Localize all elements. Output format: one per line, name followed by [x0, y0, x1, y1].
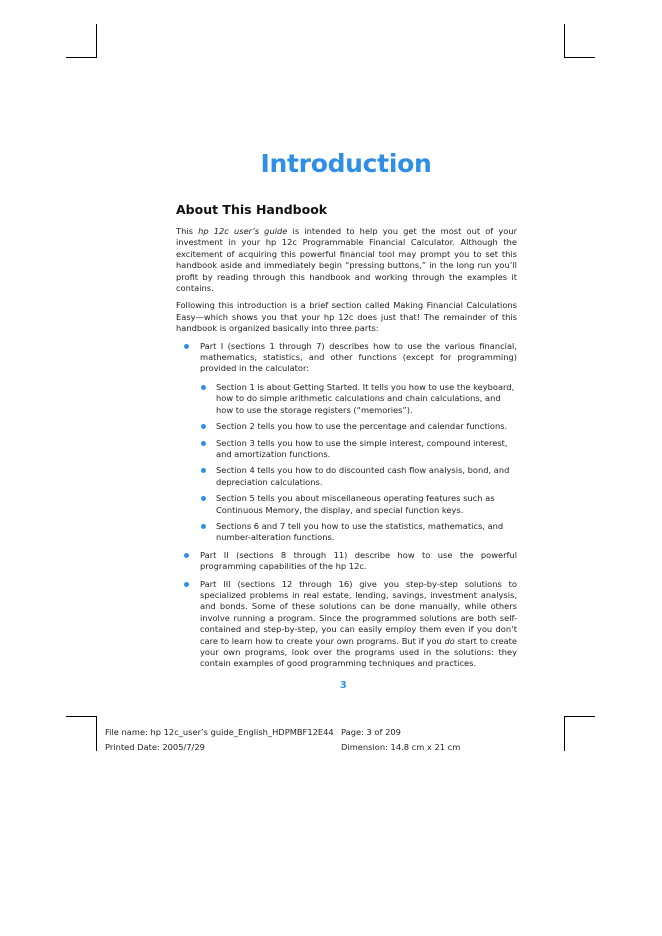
part-1-text: Part I (sections 1 through 7) describes how to use the various financial, mathematics, statistics, and other functions (except for programming) provided in the calculator:: [200, 340, 517, 374]
list-item-section-1: [200, 382, 517, 416]
crop-mark-bottom-left-horizontal: [66, 716, 97, 717]
part-3-text-end: start to create your own programs, look over the programs used in the solutions: they contain examples of good programming techniques and practices.: [200, 635, 517, 669]
crop-mark-bottom-right-vertical: [564, 716, 565, 751]
list-item-section-5: [200, 493, 517, 516]
part-2-text: Part II (sections 8 through 11) describe how to use the powerful programming capabilities of the hp 12c.: [200, 549, 517, 572]
crop-mark-top-right-horizontal: [564, 57, 595, 58]
crop-mark-top-right-vertical: [564, 24, 565, 57]
list-item-section-3: [200, 438, 517, 461]
page-title: Introduction: [260, 149, 432, 178]
footer-page: Page: 3 of 209: [341, 727, 401, 737]
parts-list: [176, 341, 517, 670]
bullet-icon: [201, 524, 206, 529]
body-content: [176, 226, 517, 676]
bullet-icon: [201, 496, 206, 501]
footer-dimension: Dimension: 14.8 cm x 21 cm: [341, 742, 461, 752]
part-1-sections-list: [200, 382, 517, 544]
list-item-part-3: [176, 579, 517, 670]
section-4-text: Section 4 tells you how to do discounted cash flow analysis, bond, and depreciation calculations.: [216, 465, 510, 487]
intro-text-start: This: [176, 226, 199, 236]
section-1-text: Section 1 is about Getting Started. It tells you how to use the keyboard, how to do simple arithmetic calculations and chain calculations, and how to use the storage registers (“memories”).: [216, 381, 515, 415]
list-item-part-2: [176, 550, 517, 573]
section-3-text: Section 3 tells you how to use the simple interest, compound interest, and amortization functions.: [216, 437, 508, 459]
bullet-icon: [184, 344, 189, 349]
page-number: 3: [340, 680, 347, 691]
crop-mark-top-left-horizontal: [66, 57, 97, 58]
part-3-italic-word: do: [444, 635, 455, 646]
bullet-icon: [201, 424, 206, 429]
crop-mark-bottom-left-vertical: [96, 716, 97, 751]
section-2-text: Section 2 tells you how to use the percentage and calendar functions.: [216, 421, 508, 432]
list-item-part-1: [176, 341, 517, 544]
footer-file-name: File name: hp 12c_user’s guide_English_HDPMBF12E44: [105, 727, 334, 737]
bullet-icon: [201, 441, 206, 446]
bullet-icon: [184, 582, 189, 587]
intro-text-end: is intended to help you get the most out of your investment in your hp 12c Programmable Financial Calculator. Although the excitement of acquiring this powerful financial tool may prompt you to set this handbook aside and immediately begin “pressing buttons,” in the long run you’ll profit by reading through this handbook and working through the examples it contains.: [176, 226, 517, 294]
section-6-7-text: Sections 6 and 7 tell you how to use the statistics, mathematics, and number-alteration functions.: [216, 520, 504, 543]
list-item-section-4: [200, 465, 517, 488]
bullet-icon: [201, 385, 206, 390]
part-3-text-start: Part III (sections 12 through 16) give you step-by-step solutions to specialized problems in real estate, lending, savings, investment analysis, and bonds. Some of these solutions can be done manually, while others involve running a program. Since the programmed solutions are both self-contained and step-by-step, you can easily employ them even if you don’t care to learn how to create your own programs. But if you: [200, 578, 517, 646]
footer-printed-date: Printed Date: 2005/7/29: [105, 742, 205, 752]
list-item-section-6-7: [200, 521, 517, 544]
list-item-section-2: [200, 421, 517, 432]
crop-mark-bottom-right-horizontal: [564, 716, 595, 717]
section-5-text: Section 5 tells you about miscellaneous operating features such as Continuous Memory, the display, and special function keys.: [216, 493, 495, 515]
bullet-icon: [184, 553, 189, 558]
bullet-icon: [201, 468, 206, 473]
overview-paragraph: Following this introduction is a brief section called Making Financial Calculations Easy—which shows you that your hp 12c does just that! The remainder of this handbook is organized basically into three parts:: [176, 300, 517, 334]
section-heading: About This Handbook: [176, 202, 328, 217]
intro-paragraph: [176, 226, 517, 294]
crop-mark-top-left-vertical: [96, 24, 97, 57]
guide-title-italic: hp 12c user’s guide: [198, 226, 288, 236]
